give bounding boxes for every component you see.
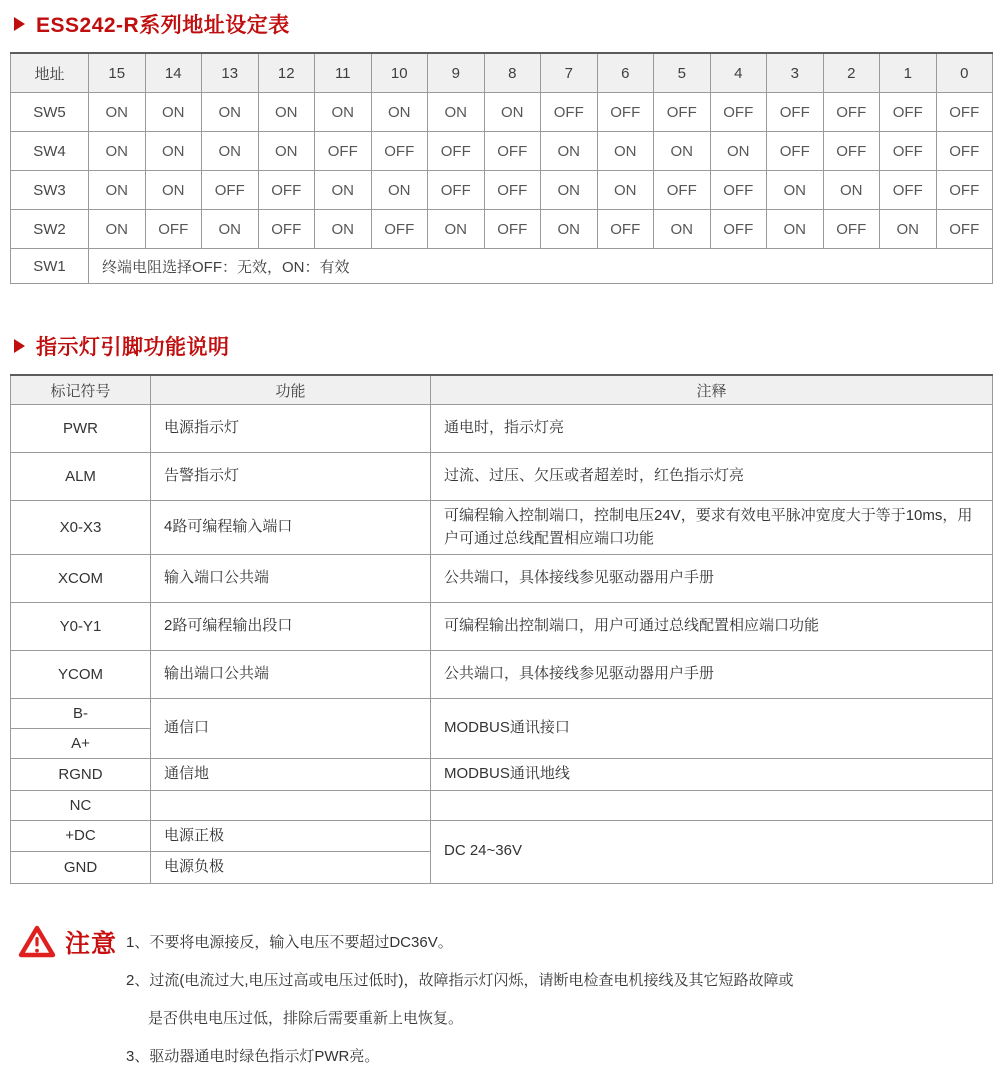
address-bit-header: 6 [597, 53, 654, 93]
switch-state-cell: ON [823, 171, 880, 210]
address-bit-header: 8 [484, 53, 541, 93]
pin-text-cell: 2路可编程输出段口 [151, 603, 431, 651]
pin-row [11, 453, 993, 501]
section-title-text: ESS242-R系列地址设定表 [36, 14, 290, 37]
address-bit-header: 12 [258, 53, 315, 93]
address-header-label: 地址 [11, 53, 89, 93]
switch-state-cell: OFF [371, 210, 428, 249]
pin-row [11, 759, 993, 791]
pin-row [11, 405, 993, 453]
switch-state-cell: OFF [767, 132, 824, 171]
switch-state-cell: ON [654, 210, 711, 249]
switch-state-cell: ON [767, 171, 824, 210]
switch-state-cell: ON [541, 132, 598, 171]
switch-state-cell: ON [541, 171, 598, 210]
switch-state-cell: OFF [541, 93, 598, 132]
pin-text-cell: 公共端口，具体接线参见驱动器用户手册 [431, 651, 993, 699]
address-bit-header: 13 [202, 53, 259, 93]
pin-header-cell: 功能 [151, 375, 431, 405]
notice-line: 1、不要将电源接反，输入电压不要超过DC36V。 [126, 933, 453, 951]
switch-state-cell: OFF [710, 171, 767, 210]
switch-state-cell: OFF [936, 93, 993, 132]
switch-state-cell: ON [710, 132, 767, 171]
address-bit-header: 11 [315, 53, 372, 93]
switch-state-cell: OFF [767, 93, 824, 132]
switch-state-cell: OFF [484, 132, 541, 171]
pin-row [11, 501, 993, 555]
section-title-text: 指示灯引脚功能说明 [36, 336, 230, 359]
section-title-pins [14, 331, 1000, 361]
switch-label: SW4 [11, 132, 89, 171]
switch-state-cell: OFF [145, 210, 202, 249]
pin-text-cell: 电源负极 [151, 852, 431, 884]
address-bit-header: 7 [541, 53, 598, 93]
pin-text-cell: 告警指示灯 [151, 453, 431, 501]
pin-symbol-cell: Y0-Y1 [11, 603, 151, 651]
switch-state-cell: OFF [258, 210, 315, 249]
pin-row [11, 820, 993, 852]
pin-text-cell [431, 790, 993, 820]
pin-symbol-cell: RGND [11, 759, 151, 791]
switch-state-cell: ON [89, 171, 146, 210]
pin-text-cell: 通信口 [151, 699, 431, 759]
switch-state-cell: ON [315, 93, 372, 132]
pin-symbol-cell: A+ [11, 729, 151, 759]
pin-text-cell: 通信地 [151, 759, 431, 791]
switch-state-cell: ON [145, 171, 202, 210]
address-bit-header: 15 [89, 53, 146, 93]
pin-text-cell: 可编程输出控制端口，用户可通过总线配置相应端口功能 [431, 603, 993, 651]
switch-state-cell: OFF [880, 171, 937, 210]
switch-state-cell: ON [654, 132, 711, 171]
pin-text-cell: 4路可编程输入端口 [151, 501, 431, 555]
pin-symbol-cell: B- [11, 699, 151, 729]
address-header-row [11, 53, 993, 93]
switch-label: SW3 [11, 171, 89, 210]
pin-text-cell: DC 24~36V [431, 820, 993, 883]
address-bit-header: 14 [145, 53, 202, 93]
pin-header-cell: 标记符号 [11, 375, 151, 405]
address-bit-header: 2 [823, 53, 880, 93]
switch-state-cell: ON [541, 210, 598, 249]
pin-symbol-cell: NC [11, 790, 151, 820]
address-table-head [11, 53, 993, 93]
switch-state-cell: ON [597, 132, 654, 171]
notice-section [18, 924, 1000, 1076]
triangle-bullet-icon [14, 339, 25, 353]
switch-state-cell: OFF [202, 171, 259, 210]
pin-symbol-cell: PWR [11, 405, 151, 453]
switch-state-cell: ON [315, 171, 372, 210]
switch-row [11, 132, 993, 171]
switch-row [11, 171, 993, 210]
address-bit-header: 5 [654, 53, 711, 93]
switch-label: SW1 [11, 249, 89, 284]
pin-text-cell: 通电时，指示灯亮 [431, 405, 993, 453]
pin-text-cell: MODBUS通讯地线 [431, 759, 993, 791]
pin-symbol-cell: ALM [11, 453, 151, 501]
pin-symbol-cell: GND [11, 852, 151, 884]
switch-state-cell: ON [315, 210, 372, 249]
pin-text-cell: 电源正极 [151, 820, 431, 852]
switch-state-cell: ON [89, 93, 146, 132]
switch-state-cell: OFF [936, 132, 993, 171]
switch-state-cell: ON [202, 210, 259, 249]
switch-state-cell: OFF [597, 93, 654, 132]
pin-text-cell: 电源指示灯 [151, 405, 431, 453]
notice-line: 是否供电电压过低，排除后需要重新上电恢复。 [148, 1009, 464, 1027]
switch-state-cell: ON [145, 132, 202, 171]
switch-state-cell: ON [258, 132, 315, 171]
switch-state-cell: OFF [484, 171, 541, 210]
switch-state-cell: OFF [258, 171, 315, 210]
pin-text-cell [151, 790, 431, 820]
switch-state-cell: ON [145, 93, 202, 132]
switch-state-cell: ON [371, 93, 428, 132]
sw1-description-cell: 终端电阻选择OFF：无效，ON：有效 [89, 249, 993, 284]
switch-row-sw1 [11, 249, 993, 284]
switch-state-cell: ON [258, 93, 315, 132]
pin-text-cell: MODBUS通讯接口 [431, 699, 993, 759]
pin-symbol-cell: XCOM [11, 555, 151, 603]
switch-state-cell: OFF [936, 210, 993, 249]
switch-state-cell: OFF [823, 210, 880, 249]
switch-state-cell: OFF [371, 132, 428, 171]
pin-function-table [10, 374, 993, 884]
switch-state-cell: OFF [654, 93, 711, 132]
switch-state-cell: ON [597, 171, 654, 210]
switch-state-cell: ON [767, 210, 824, 249]
switch-state-cell: OFF [823, 93, 880, 132]
switch-label: SW2 [11, 210, 89, 249]
notice-line: 2、过流(电流过大,电压过高或电压过低时)，故障指示灯闪烁，请断电检查电机接线及其它短路故障或 [126, 971, 794, 989]
pin-symbol-cell: YCOM [11, 651, 151, 699]
pin-row [11, 651, 993, 699]
triangle-bullet-icon [14, 17, 25, 31]
switch-state-cell: OFF [710, 210, 767, 249]
switch-row [11, 93, 993, 132]
address-table-body [11, 93, 993, 284]
address-bit-header: 10 [371, 53, 428, 93]
pin-row [11, 790, 993, 820]
switch-state-cell: ON [202, 93, 259, 132]
switch-label: SW5 [11, 93, 89, 132]
pin-text-cell: 输入端口公共端 [151, 555, 431, 603]
address-setting-table [10, 52, 993, 284]
warning-triangle-icon [18, 925, 56, 959]
switch-state-cell: ON [371, 171, 428, 210]
pin-row [11, 699, 993, 729]
pin-text-cell: 可编程输入控制端口，控制电压24V，要求有效电平脉冲宽度大于等于10ms，用户可通过总线配置相应端口功能 [431, 501, 993, 555]
address-bit-header: 0 [936, 53, 993, 93]
section-title-address [14, 0, 1000, 39]
switch-state-cell: ON [428, 93, 485, 132]
switch-state-cell: ON [89, 210, 146, 249]
address-bit-header: 9 [428, 53, 485, 93]
pin-text-cell: 公共端口，具体接线参见驱动器用户手册 [431, 555, 993, 603]
switch-state-cell: ON [484, 93, 541, 132]
pin-header-cell: 注释 [431, 375, 993, 405]
address-bit-header: 3 [767, 53, 824, 93]
switch-state-cell: ON [880, 210, 937, 249]
switch-state-cell: OFF [936, 171, 993, 210]
switch-row [11, 210, 993, 249]
pin-symbol-cell: X0-X3 [11, 501, 151, 555]
switch-state-cell: OFF [315, 132, 372, 171]
pin-row [11, 603, 993, 651]
switch-state-cell: OFF [428, 171, 485, 210]
pin-table-body [11, 405, 993, 884]
address-bit-header: 1 [880, 53, 937, 93]
switch-state-cell: ON [89, 132, 146, 171]
pin-text-cell: 输出端口公共端 [151, 651, 431, 699]
switch-state-cell: ON [202, 132, 259, 171]
switch-state-cell: OFF [880, 132, 937, 171]
pin-table-head [11, 375, 993, 405]
switch-state-cell: OFF [823, 132, 880, 171]
address-bit-header: 4 [710, 53, 767, 93]
pin-symbol-cell: +DC [11, 820, 151, 852]
notice-line: 3、驱动器通电时绿色指示灯PWR亮。 [126, 1047, 380, 1065]
pin-header-row [11, 375, 993, 405]
switch-state-cell: OFF [428, 132, 485, 171]
switch-state-cell: ON [428, 210, 485, 249]
pin-text-cell: 过流、过压、欠压或者超差时，红色指示灯亮 [431, 453, 993, 501]
switch-state-cell: OFF [484, 210, 541, 249]
switch-state-cell: OFF [710, 93, 767, 132]
switch-state-cell: OFF [880, 93, 937, 132]
switch-state-cell: OFF [654, 171, 711, 210]
notice-label: 注意 [65, 929, 118, 958]
pin-row [11, 555, 993, 603]
notice-header [18, 924, 126, 960]
switch-state-cell: OFF [597, 210, 654, 249]
notice-lines [126, 924, 794, 1076]
